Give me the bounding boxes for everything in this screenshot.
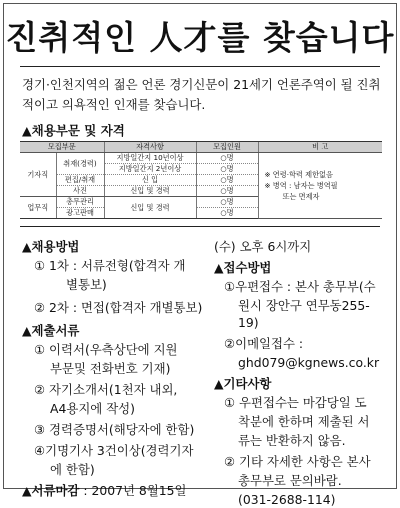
qual-cell: 신입 및 경력 <box>104 186 196 197</box>
deadline-line <box>22 482 204 499</box>
note-military: ※ 병역 : 남자는 병역필 <box>264 181 338 190</box>
docs-line: ③ 경력증명서(해당자에 한함) <box>34 422 195 437</box>
right-column <box>214 238 390 508</box>
etc-line: ② 기타 자세한 사항은 본사 <box>224 454 371 469</box>
header-count: 모집인원 <box>196 142 258 153</box>
docs-line: 에 한함) <box>50 462 95 477</box>
method-line: ② 2차 : 면접(합격자 개별통보) <box>34 300 203 315</box>
etc-line: 류는 반환하지 않음. <box>238 433 346 448</box>
receipt-line: ②이메일접수 : <box>224 336 304 351</box>
docs-line: ① 이력서(우측상단에 지원 <box>34 342 178 357</box>
count-cell: ○명 <box>196 186 258 197</box>
email-address: ghd079@kgnews.co.kr <box>238 355 380 370</box>
count-cell: ○명 <box>196 175 258 186</box>
table-row <box>20 153 382 164</box>
recruit-section-heading: ▲채용부문 및 자격 <box>22 123 125 138</box>
dept-cell: 취재(경력) <box>56 153 104 175</box>
receipt-line: ①우편접수 : 본사 총무부(수 <box>224 279 376 294</box>
etc-heading: ▲기타사항 <box>214 376 272 391</box>
deadline-cont: (수) 오후 6시까지 <box>214 239 312 254</box>
header-dept: 모집부문 <box>20 142 104 153</box>
docs-line: ④기명기사 3건이상(경력기자 <box>34 443 194 458</box>
count-cell: ○명 <box>196 153 258 164</box>
note-military-cont: 또는 면제자 <box>282 192 320 201</box>
count-cell: ○명 <box>196 164 258 175</box>
docs-heading: ▲제출서류 <box>22 323 80 338</box>
header-note: 비 고 <box>258 142 382 153</box>
left-column <box>22 238 204 499</box>
qual-cell: 신 입 <box>104 175 196 186</box>
docs-line: A4용지에 작성) <box>50 401 135 416</box>
method-heading: ▲채용방법 <box>22 239 80 254</box>
note-age: ※ 연령·학력 제한없음 <box>264 170 333 179</box>
deadline-heading: ▲서류마감 <box>22 483 80 498</box>
table-bottom-divider <box>20 226 380 227</box>
docs-line: 부문및 전화번호 기재) <box>50 361 171 376</box>
recruit-table <box>20 141 382 219</box>
receipt-line: 원시 장안구 연무동255-19) <box>238 298 370 330</box>
method-line: ① 1차 : 서류전형(합격자 개 <box>34 258 186 273</box>
phone-number: (031-2688-114) <box>238 492 336 507</box>
title-divider <box>20 66 380 67</box>
etc-line: ① 우편접수는 마감당일 도 <box>224 395 367 410</box>
dept-cell: 광고판매 <box>56 208 104 219</box>
dept-cell: 총무관리 <box>56 197 104 208</box>
etc-line: 착분에 한하며 제출된 서 <box>238 414 370 429</box>
qual-cell: 신입 및 경력 <box>104 197 196 219</box>
receipt-heading: ▲접수방법 <box>214 260 272 275</box>
count-cell: ○명 <box>196 208 258 219</box>
group-reporter: 기자직 <box>20 153 56 197</box>
qual-cell: 지방일간지 2년이상 <box>104 164 196 175</box>
count-cell: ○명 <box>196 197 258 208</box>
note-cell <box>258 153 382 219</box>
group-office: 업무직 <box>20 197 56 219</box>
docs-line: ② 자기소개서(1천자 내외, <box>34 382 178 397</box>
header-qual: 자격사항 <box>104 142 196 153</box>
etc-line: 총무부로 문의바람. <box>238 473 342 488</box>
page-title: 진취적인 人才를 찾습니다 <box>5 18 395 57</box>
intro-text: 경기·인천지역의 젊은 언론 경기신문이 21세기 언론주역이 될 진취적이고 의욕적인 인재를 찾습니다. <box>22 77 381 112</box>
table-header-row <box>20 142 382 153</box>
deadline-value: : 2007년 8월15일 <box>83 483 187 498</box>
dept-cell: 편집/취재 <box>56 175 104 186</box>
method-line: 별통보) <box>66 277 107 292</box>
qual-cell: 지방일간지 10년이상 <box>104 153 196 164</box>
dept-cell: 사진 <box>56 186 104 197</box>
